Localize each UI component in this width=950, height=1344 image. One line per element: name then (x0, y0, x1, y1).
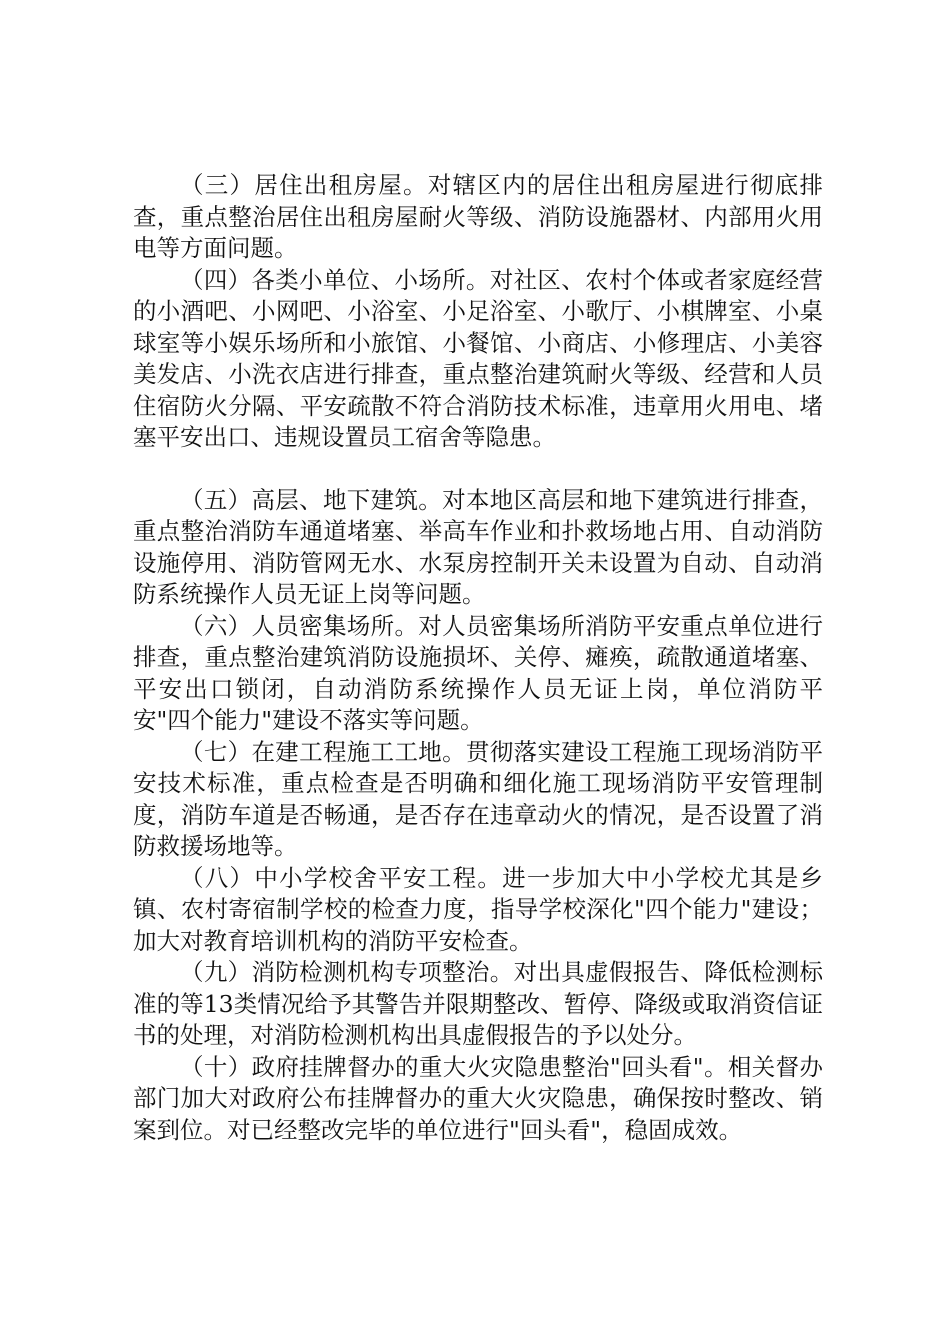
paragraph-9-inspection-agencies: （九）消防检测机构专项整治。对出具虚假报告、降低检测标准的等13类情况给予其警告并限期整改、暂停、降级或取消资信证书的处理，对消防检测机构出具虚假报告的予以处分。 (133, 958, 823, 1049)
paragraph-10-hazard-review: （十）政府挂牌督办的重大火灾隐患整治"回头看"。相关督办部门加大对政府公布挂牌督办的重大火灾隐患，确保按时整改、销案到位。对已经整改完毕的单位进行"回头看"，稳固成效。 (133, 1052, 823, 1144)
paragraph-8-school-safety: （八）中小学校舍平安工程。进一步加大中小学校尤其是乡镇、农村寄宿制学校的检查力度，指导学校深化"四个能力"建设；加大对教育培训机构的消防平安检查。 (133, 863, 823, 955)
paragraph-3-rental-housing: （三）居住出租房屋。对辖区内的居住出租房屋进行彻底排查，重点整治居住出租房屋耐火等级、消防设施器材、内部用火用电等方面问题。 (133, 171, 823, 262)
paragraph-5-high-rise-underground: （五）高层、地下建筑。对本地区高层和地下建筑进行排查，重点整治消防车通道堵塞、举高车作业和扑救场地占用、自动消防设施停用、消防管网无水、水泵房控制开关未设置为自动、自动消防系统操作人员无证上岗等问题。 (133, 485, 823, 608)
paragraph-4-small-venues: （四）各类小单位、小场所。对社区、农村个体或者家庭经营的小酒吧、小网吧、小浴室、小足浴室、小歌厅、小棋牌室、小桌球室等小娱乐场所和小旅馆、小餐馆、小商店、小修理店、小美容美发店、小洗衣店进行排查，重点整治建筑耐火等级、经营和人员住宿防火分隔、平安疏散不符合消防技术标准，违章用火用电、堵塞平安出口、违规设置员工宿舍等隐患。 (133, 265, 823, 451)
paragraph-6-crowded-places: （六）人员密集场所。对人员密集场所消防平安重点单位进行排查，重点整治建筑消防设施损坏、关停、瘫痪，疏散通道堵塞、平安出口锁闭，自动消防系统操作人员无证上岗，单位消防平安"四个能力"建设不落实等问题。 (133, 611, 823, 734)
paragraph-7-construction-sites: （七）在建工程施工工地。贯彻落实建设工程施工现场消防平安技术标准，重点检查是否明确和细化施工现场消防平安管理制度，消防车道是否畅通，是否存在违章动火的情况，是否设置了消防救援场地等。 (133, 737, 823, 860)
document-page (133, 170, 823, 1146)
